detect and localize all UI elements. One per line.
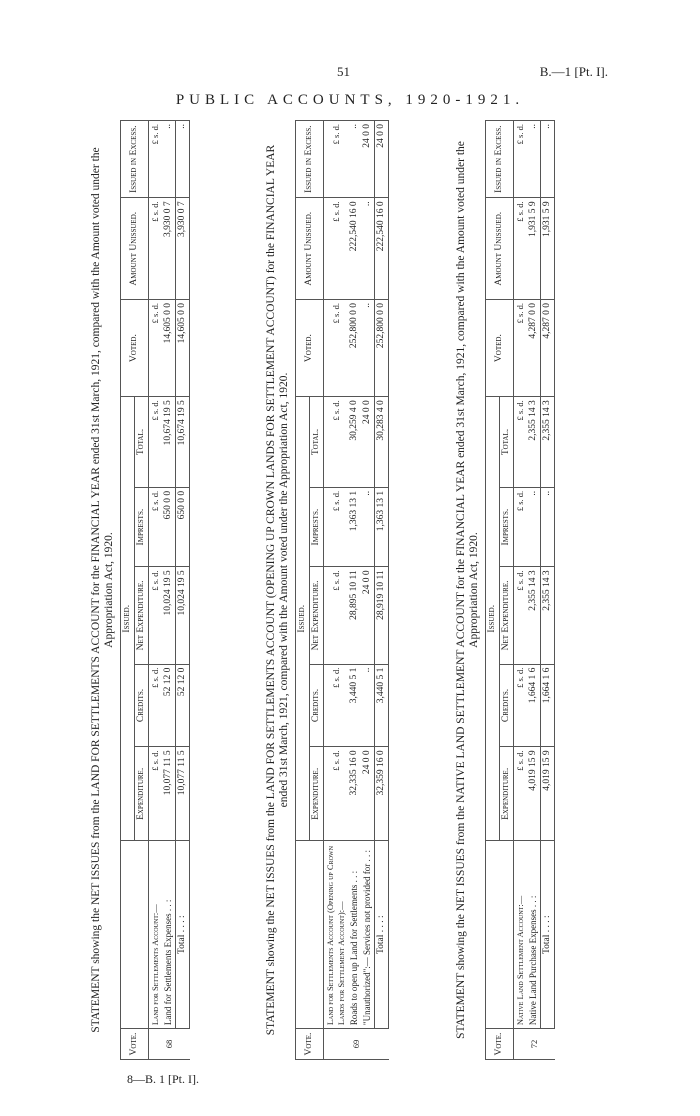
- row-label: "Unauthorized":— Services not provided for . . :: [361, 841, 375, 1029]
- statement-1: [90, 120, 190, 1060]
- account-name: Land for Settlements Account (Opening up Crown Lands for Settlement Account):—: [325, 846, 346, 1026]
- cell-total: 2,355 14 3: [541, 397, 555, 488]
- page-footer: 8—B. 1 [Pt. I].: [127, 1072, 199, 1086]
- statement-heading: STATEMENT showing the NET ISSUES from the LAND FOR SETTLEMENTS ACCOUNT (OPENING UP CROWN LANDS FOR SETTLEMENT ACCOUNT) for the FINANCIAL YEAR ended 31st March, 1921, compared with the Amount voted under the Appropriation Act, 1920.: [265, 144, 290, 1036]
- cell-excess: ..: [176, 121, 190, 198]
- account-name: Land for Settlements Account:—: [150, 904, 160, 1026]
- cell-unissued: 3,930 0 7: [176, 198, 190, 300]
- issued-in-excess-header: Issued in Excess.: [296, 121, 324, 198]
- cell-expenditure: 32,335 16 0: [348, 747, 361, 841]
- unit-label: £ s. d.: [324, 487, 349, 567]
- cell-imprests: ..: [361, 487, 375, 567]
- description-header: [296, 841, 324, 1029]
- vote-header: Vote.: [121, 1029, 149, 1060]
- statement-table: [485, 120, 555, 1060]
- cell-net: 28,895 10 11: [348, 567, 361, 664]
- credits-header: Credits.: [500, 664, 514, 747]
- vote-header: Vote.: [486, 1029, 514, 1060]
- cell-imprests: 650 0 0: [162, 487, 176, 567]
- row-label: Native Land Purchase Expenses . . :: [527, 841, 541, 1029]
- unit-label: £ s. d.: [514, 300, 528, 397]
- statement-3: [455, 120, 555, 1060]
- statement-heading: STATEMENT showing the NET ISSUES from the LAND FOR SETTLEMENTS ACCOUNT for the FINANCIAL YEAR ended 31st March, 1921, compared with the Amount voted under the Appropriation Act, 1920.: [90, 147, 115, 1033]
- cell-voted: ..: [361, 300, 375, 397]
- rotated-statements: [90, 120, 630, 1060]
- voted-header: Voted.: [486, 300, 514, 397]
- cell-total: 24 0 0: [361, 397, 375, 488]
- unit-label: £ s. d.: [324, 747, 349, 841]
- cell-net: 10,024 19 5: [162, 567, 176, 664]
- cell-credits: 3,440 5 1: [375, 664, 389, 747]
- table-row: [162, 121, 176, 1060]
- voted-header: Voted.: [296, 300, 324, 397]
- vote-header: Vote.: [296, 1029, 324, 1060]
- cell-imprests: 1,363 13 1: [348, 487, 361, 567]
- cell-excess: 24 0 0: [361, 121, 375, 198]
- account-cell: [324, 841, 349, 1029]
- imprests-header: Imprests.: [500, 487, 514, 567]
- unit-label: £ s. d.: [514, 121, 528, 198]
- cell-expenditure: 10,077 11 5: [162, 747, 176, 841]
- account-cell: [514, 841, 528, 1029]
- statement-table: [120, 120, 190, 1060]
- cell-excess: 24 0 0: [375, 121, 389, 198]
- net-expenditure-header: Net Expenditure.: [310, 567, 324, 664]
- vote-number: 72: [514, 1029, 555, 1060]
- cell-credits: 52 12 0: [162, 664, 176, 747]
- cell-total: 10,674 19 5: [176, 397, 190, 488]
- unit-label: £ s. d.: [514, 747, 528, 841]
- amount-unissued-header: Amount Unissued.: [121, 198, 149, 300]
- cell-credits: ..: [361, 664, 375, 747]
- unit-label: £ s. d.: [514, 198, 528, 300]
- row-label: Land for Settlements Expenses . . :: [162, 841, 176, 1029]
- vote-number: 68: [149, 1029, 190, 1060]
- unit-label: £ s. d.: [149, 747, 163, 841]
- cell-imprests: ..: [541, 487, 555, 567]
- unit-label: £ s. d.: [324, 121, 349, 198]
- unit-label: £ s. d.: [514, 567, 528, 664]
- unit-label: £ s. d.: [149, 397, 163, 488]
- cell-unissued: 1,931 5 9: [527, 198, 541, 300]
- cell-credits: 1,664 1 6: [541, 664, 555, 747]
- unit-label: £ s. d.: [149, 664, 163, 747]
- table-row: [361, 121, 375, 1060]
- cell-imprests: 650 0 0: [176, 487, 190, 567]
- cell-net: 2,355 14 3: [541, 567, 555, 664]
- unit-label: £ s. d.: [149, 121, 163, 198]
- cell-voted: 4,287 0 0: [541, 300, 555, 397]
- total-header: Total.: [135, 397, 149, 488]
- vote-number: 69: [324, 1029, 389, 1060]
- cell-net: 28,919 10 11: [375, 567, 389, 664]
- cell-credits: 3,440 5 1: [348, 664, 361, 747]
- total-row: [541, 121, 555, 1060]
- cell-unissued: 1,931 5 9: [541, 198, 555, 300]
- unit-label: £ s. d.: [324, 664, 349, 747]
- unit-label: £ s. d.: [149, 487, 163, 567]
- unit-label: £ s. d.: [324, 567, 349, 664]
- cell-unissued: 3,930 0 7: [162, 198, 176, 300]
- unit-label: £ s. d.: [324, 397, 349, 488]
- unit-label: £ s. d.: [324, 300, 349, 397]
- unit-label: £ s. d.: [149, 300, 163, 397]
- amount-unissued-header: Amount Unissued.: [296, 198, 324, 300]
- cell-unissued: 222,540 16 0: [348, 198, 361, 300]
- net-expenditure-header: Net Expenditure.: [135, 567, 149, 664]
- cell-total: 30,283 4 0: [375, 397, 389, 488]
- row-label: Total . . . :: [375, 841, 389, 1029]
- account-cell: [149, 841, 163, 1029]
- statement-heading: STATEMENT showing the NET ISSUES from the NATIVE LAND SETTLEMENT ACCOUNT for the FINANCIAL YEAR ended 31st March, 1921, compared with the Amount voted under the Appropriation Act, 1920.: [455, 141, 480, 1039]
- statement-table: [295, 120, 389, 1060]
- cell-excess: ..: [527, 121, 541, 198]
- credits-header: Credits.: [310, 664, 324, 747]
- cell-credits: 52 12 0: [176, 664, 190, 747]
- total-header: Total.: [500, 397, 514, 488]
- cell-voted: 252,800 0 0: [348, 300, 361, 397]
- total-row: [176, 121, 190, 1060]
- issued-header: Issued.: [296, 397, 310, 841]
- issued-in-excess-header: Issued in Excess.: [121, 121, 149, 198]
- description-header: [486, 841, 514, 1029]
- issued-header: Issued.: [121, 397, 135, 841]
- unit-label: £ s. d.: [324, 198, 349, 300]
- description-header: [121, 841, 149, 1029]
- net-expenditure-header: Net Expenditure.: [500, 567, 514, 664]
- cell-expenditure: 24 0 0: [361, 747, 375, 841]
- cell-voted: 252,800 0 0: [375, 300, 389, 397]
- cell-imprests: ..: [527, 487, 541, 567]
- expenditure-header: Expenditure.: [135, 747, 149, 841]
- row-label: Roads to open up Land for Settlements . . :: [348, 841, 361, 1029]
- unit-label: £ s. d.: [149, 198, 163, 300]
- cell-expenditure: 10,077 11 5: [176, 747, 190, 841]
- imprests-header: Imprests.: [310, 487, 324, 567]
- cell-total: 30,259 4 0: [348, 397, 361, 488]
- unit-label: £ s. d.: [514, 664, 528, 747]
- cell-excess: ..: [541, 121, 555, 198]
- imprests-header: Imprests.: [135, 487, 149, 567]
- page-reference: B.—1 [Pt. I].: [539, 64, 608, 79]
- cell-excess: ..: [348, 121, 361, 198]
- cell-expenditure: 4,019 15 9: [527, 747, 541, 841]
- unit-label: £ s. d.: [514, 397, 528, 488]
- cell-net: 24 0 0: [361, 567, 375, 664]
- expenditure-header: Expenditure.: [500, 747, 514, 841]
- issued-header: Issued.: [486, 397, 500, 841]
- account-name: Native Land Settlement Account:—: [515, 895, 525, 1026]
- cell-total: 10,674 19 5: [162, 397, 176, 488]
- cell-expenditure: 32,359 16 0: [375, 747, 389, 841]
- page-number: 51: [337, 64, 350, 79]
- row-label: Total . . . :: [176, 841, 190, 1029]
- cell-voted: 4,287 0 0: [527, 300, 541, 397]
- expenditure-header: Expenditure.: [310, 747, 324, 841]
- row-label: Total . . . :: [541, 841, 555, 1029]
- total-header: Total.: [310, 397, 324, 488]
- credits-header: Credits.: [135, 664, 149, 747]
- cell-imprests: 1,363 13 1: [375, 487, 389, 567]
- amount-unissued-header: Amount Unissued.: [486, 198, 514, 300]
- unit-label: £ s. d.: [149, 567, 163, 664]
- cell-unissued: ..: [361, 198, 375, 300]
- cell-excess: ..: [162, 121, 176, 198]
- cell-credits: 1,664 1 6: [527, 664, 541, 747]
- table-row: [527, 121, 541, 1060]
- page-title: PUBLIC ACCOUNTS, 1920-1921.: [175, 92, 525, 108]
- statement-2: [265, 120, 389, 1060]
- table-row: [348, 121, 361, 1060]
- cell-expenditure: 4,019 15 9: [541, 747, 555, 841]
- issued-in-excess-header: Issued in Excess.: [486, 121, 514, 198]
- cell-voted: 14,605 0 0: [162, 300, 176, 397]
- cell-unissued: 222,540 16 0: [375, 198, 389, 300]
- total-row: [375, 121, 389, 1060]
- cell-total: 2,355 14 3: [527, 397, 541, 488]
- unit-label: £ s. d.: [514, 487, 528, 567]
- cell-net: 2,355 14 3: [527, 567, 541, 664]
- cell-voted: 14,605 0 0: [176, 300, 190, 397]
- voted-header: Voted.: [121, 300, 149, 397]
- cell-net: 10,024 19 5: [176, 567, 190, 664]
